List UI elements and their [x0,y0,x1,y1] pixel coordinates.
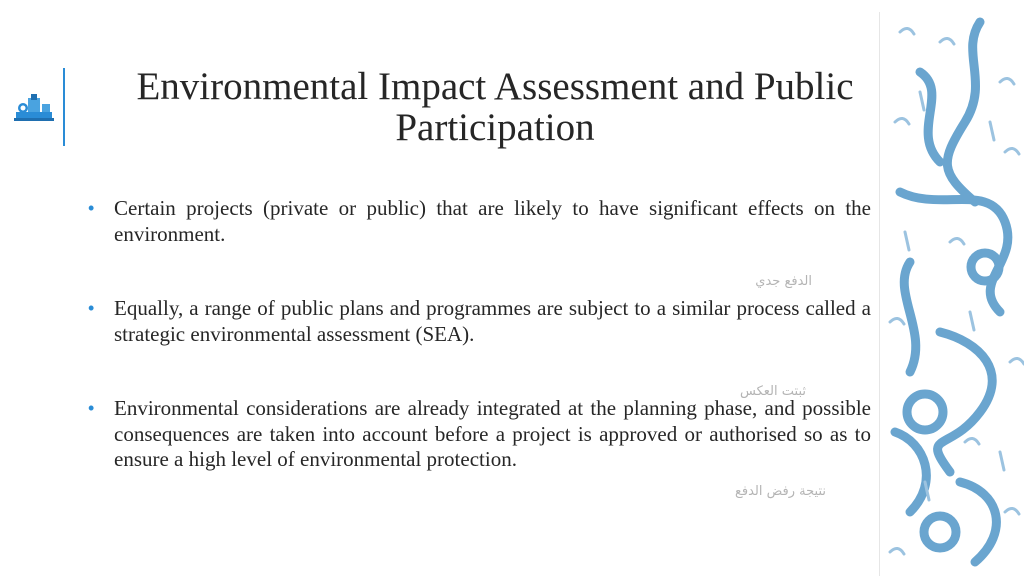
bullet-text: Environmental considerations are already integrated at the planning phase, and possible consequences are taken into account before a project is approved or authorised so as to ensure a high level of environmental protection. [114,396,871,471]
arabic-calligraphy-icon [880,12,1024,576]
bullet-text: Equally, a range of public plans and programmes are subject to a similar process called a strategic environmental assessment (SEA). [114,296,871,346]
annotation-note: الدفع جدي [755,274,812,289]
bullet-item [88,196,871,247]
annotation-note: نتيجة رفض الدفع [734,484,826,499]
bullet-marker-icon: • [88,398,95,418]
bullet-item [88,296,871,347]
bullet-item [88,396,871,473]
institution-logo-icon [14,92,54,126]
slide-title: Environmental Impact Assessment and Public Participation [136,65,854,149]
bullet-marker-icon: • [88,198,95,218]
annotation-note: ثبتت العكس [740,384,806,399]
title-divider [63,68,65,146]
bullet-text: Certain projects (private or public) that are likely to have significant effects on the environment. [114,196,871,246]
bullet-marker-icon: • [88,298,95,318]
calligraphy-panel [879,12,1024,576]
